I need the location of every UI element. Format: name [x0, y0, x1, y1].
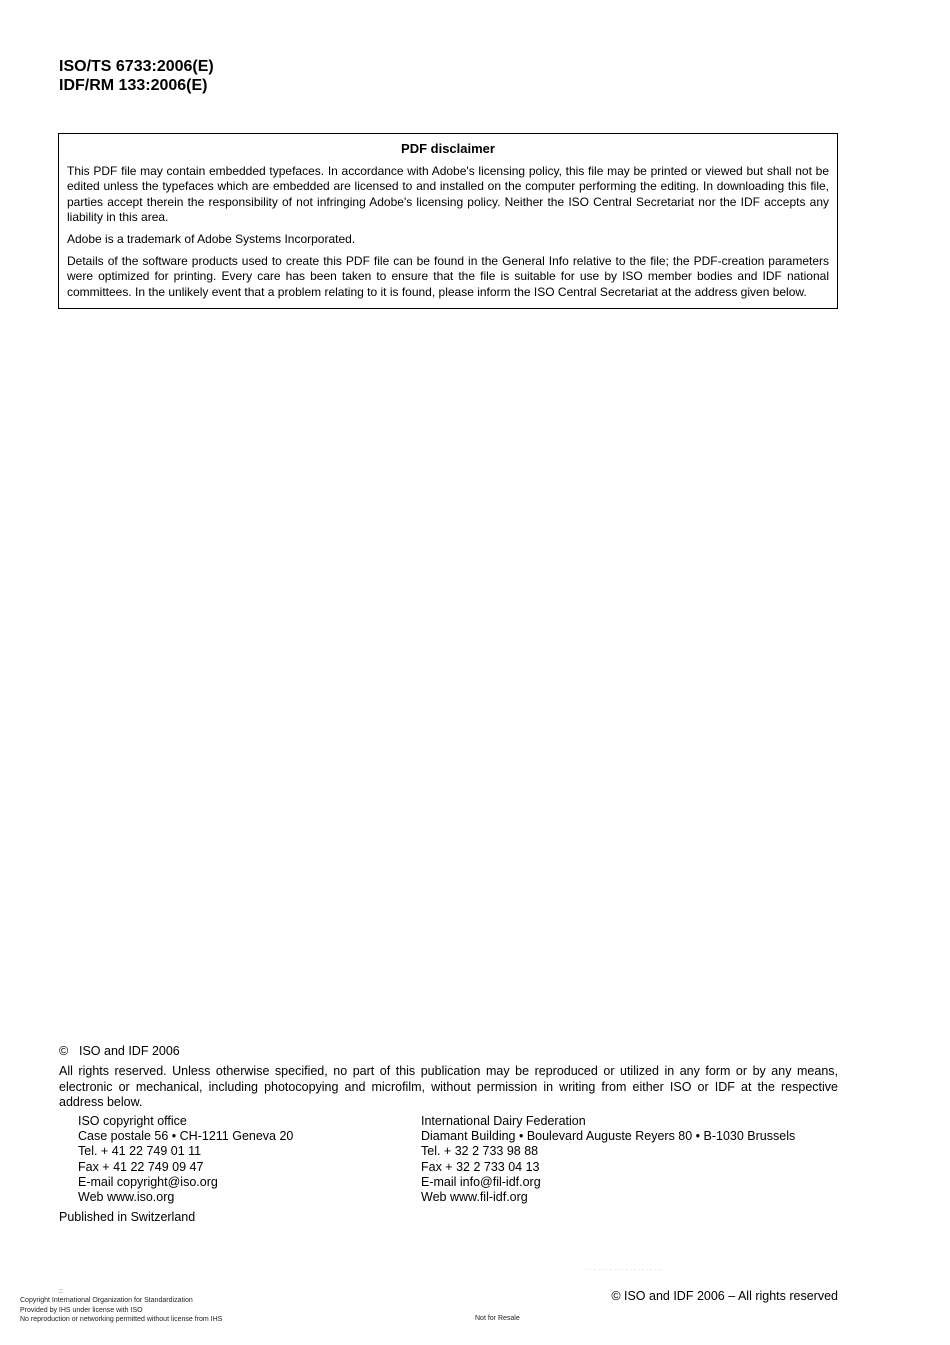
iso-office-name: ISO copyright office: [78, 1114, 187, 1128]
iso-web: Web www.iso.org: [78, 1190, 175, 1205]
iso-tel: Tel. + 41 22 749 01 11: [78, 1144, 202, 1159]
header-iso-number: ISO/TS 6733:2006(E): [59, 58, 214, 75]
header-idf-number: IDF/RM 133:2006(E): [59, 77, 208, 94]
ihs-line-3: No reproduction or networking permitted without license from IHS: [20, 1316, 223, 1323]
pdf-disclaimer-box: [58, 133, 838, 309]
iso-address: [78, 1114, 293, 1205]
idf-email: E-mail info@fil-idf.org: [421, 1174, 541, 1189]
idf-fax: Fax + 32 2 733 04 13: [421, 1159, 540, 1174]
iso-fax: Fax + 41 22 749 09 47: [78, 1159, 204, 1174]
disclaimer-title: PDF disclaimer: [401, 141, 495, 156]
ihs-line-2: Provided by IHS under license with ISO: [20, 1306, 143, 1314]
ihs-line-1: Copyright International Organization for Standardization: [20, 1297, 193, 1304]
copyright-line: [59, 1044, 838, 1059]
disclaimer-paragraph: Adobe is a trademark of Adobe Systems Incorporated.: [67, 232, 356, 247]
rights-statement: All rights reserved. Unless otherwise specified, no part of this publication may be reproduced or utilized in any form or by any means, electronic or mechanical, including photocopying and microfilm, without permission in writing from either ISO or IDF at the respective address below.: [59, 1064, 838, 1109]
copyright-symbol: ©: [59, 1044, 69, 1058]
copyright-text: ISO and IDF 2006: [79, 1044, 180, 1058]
faint-mark: .-.. ..... ..... .. .. .. ...: [585, 1266, 663, 1272]
idf-name: International Dairy Federation: [421, 1114, 586, 1128]
idf-web: Web www.fil-idf.org: [421, 1190, 528, 1205]
disclaimer-paragraph: This PDF file may contain embedded typefaces. In accordance with Adobe's licensing policy, this file may be printed or viewed but shall not be edited unless the typefaces which are embedded are licensed to and installed on the computer performing the editing. In downloading this file, parties accept therein the responsibility of not infringing Adobe's licensing policy. Neither the ISO Central Secretariat nor the IDF accepts any liability in this area.: [67, 164, 829, 224]
idf-address: [421, 1114, 795, 1205]
disclaimer-paragraph: Details of the software products used to create this PDF file can be found in the General Info relative to the file; the PDF-creation parameters were optimized for printing. Every care has been taken to ensure that the file is suitable for use by ISO member bodies and IDF national committees. In the unlikely event that a problem relating to it is found, please inform the ISO Central Secretariat at the address given below.: [67, 254, 829, 299]
idf-tel: Tel. + 32 2 733 98 88: [421, 1144, 539, 1159]
idf-street: Diamant Building • Boulevard Auguste Reyers 80 • B-1030 Brussels: [421, 1129, 796, 1144]
copyright-block: [59, 1044, 838, 1110]
not-for-resale: Not for Resale: [475, 1315, 520, 1322]
iso-email: E-mail copyright@iso.org: [78, 1174, 218, 1189]
document-header: [59, 57, 214, 95]
small-dots-mark: ::: [59, 1288, 63, 1295]
footer-copyright: © ISO and IDF 2006 – All rights reserved: [611, 1289, 838, 1303]
published-location: Published in Switzerland: [59, 1210, 196, 1224]
iso-street: Case postale 56 • CH-1211 Geneva 20: [78, 1129, 294, 1144]
ihs-copyright-notice: [20, 1296, 222, 1325]
